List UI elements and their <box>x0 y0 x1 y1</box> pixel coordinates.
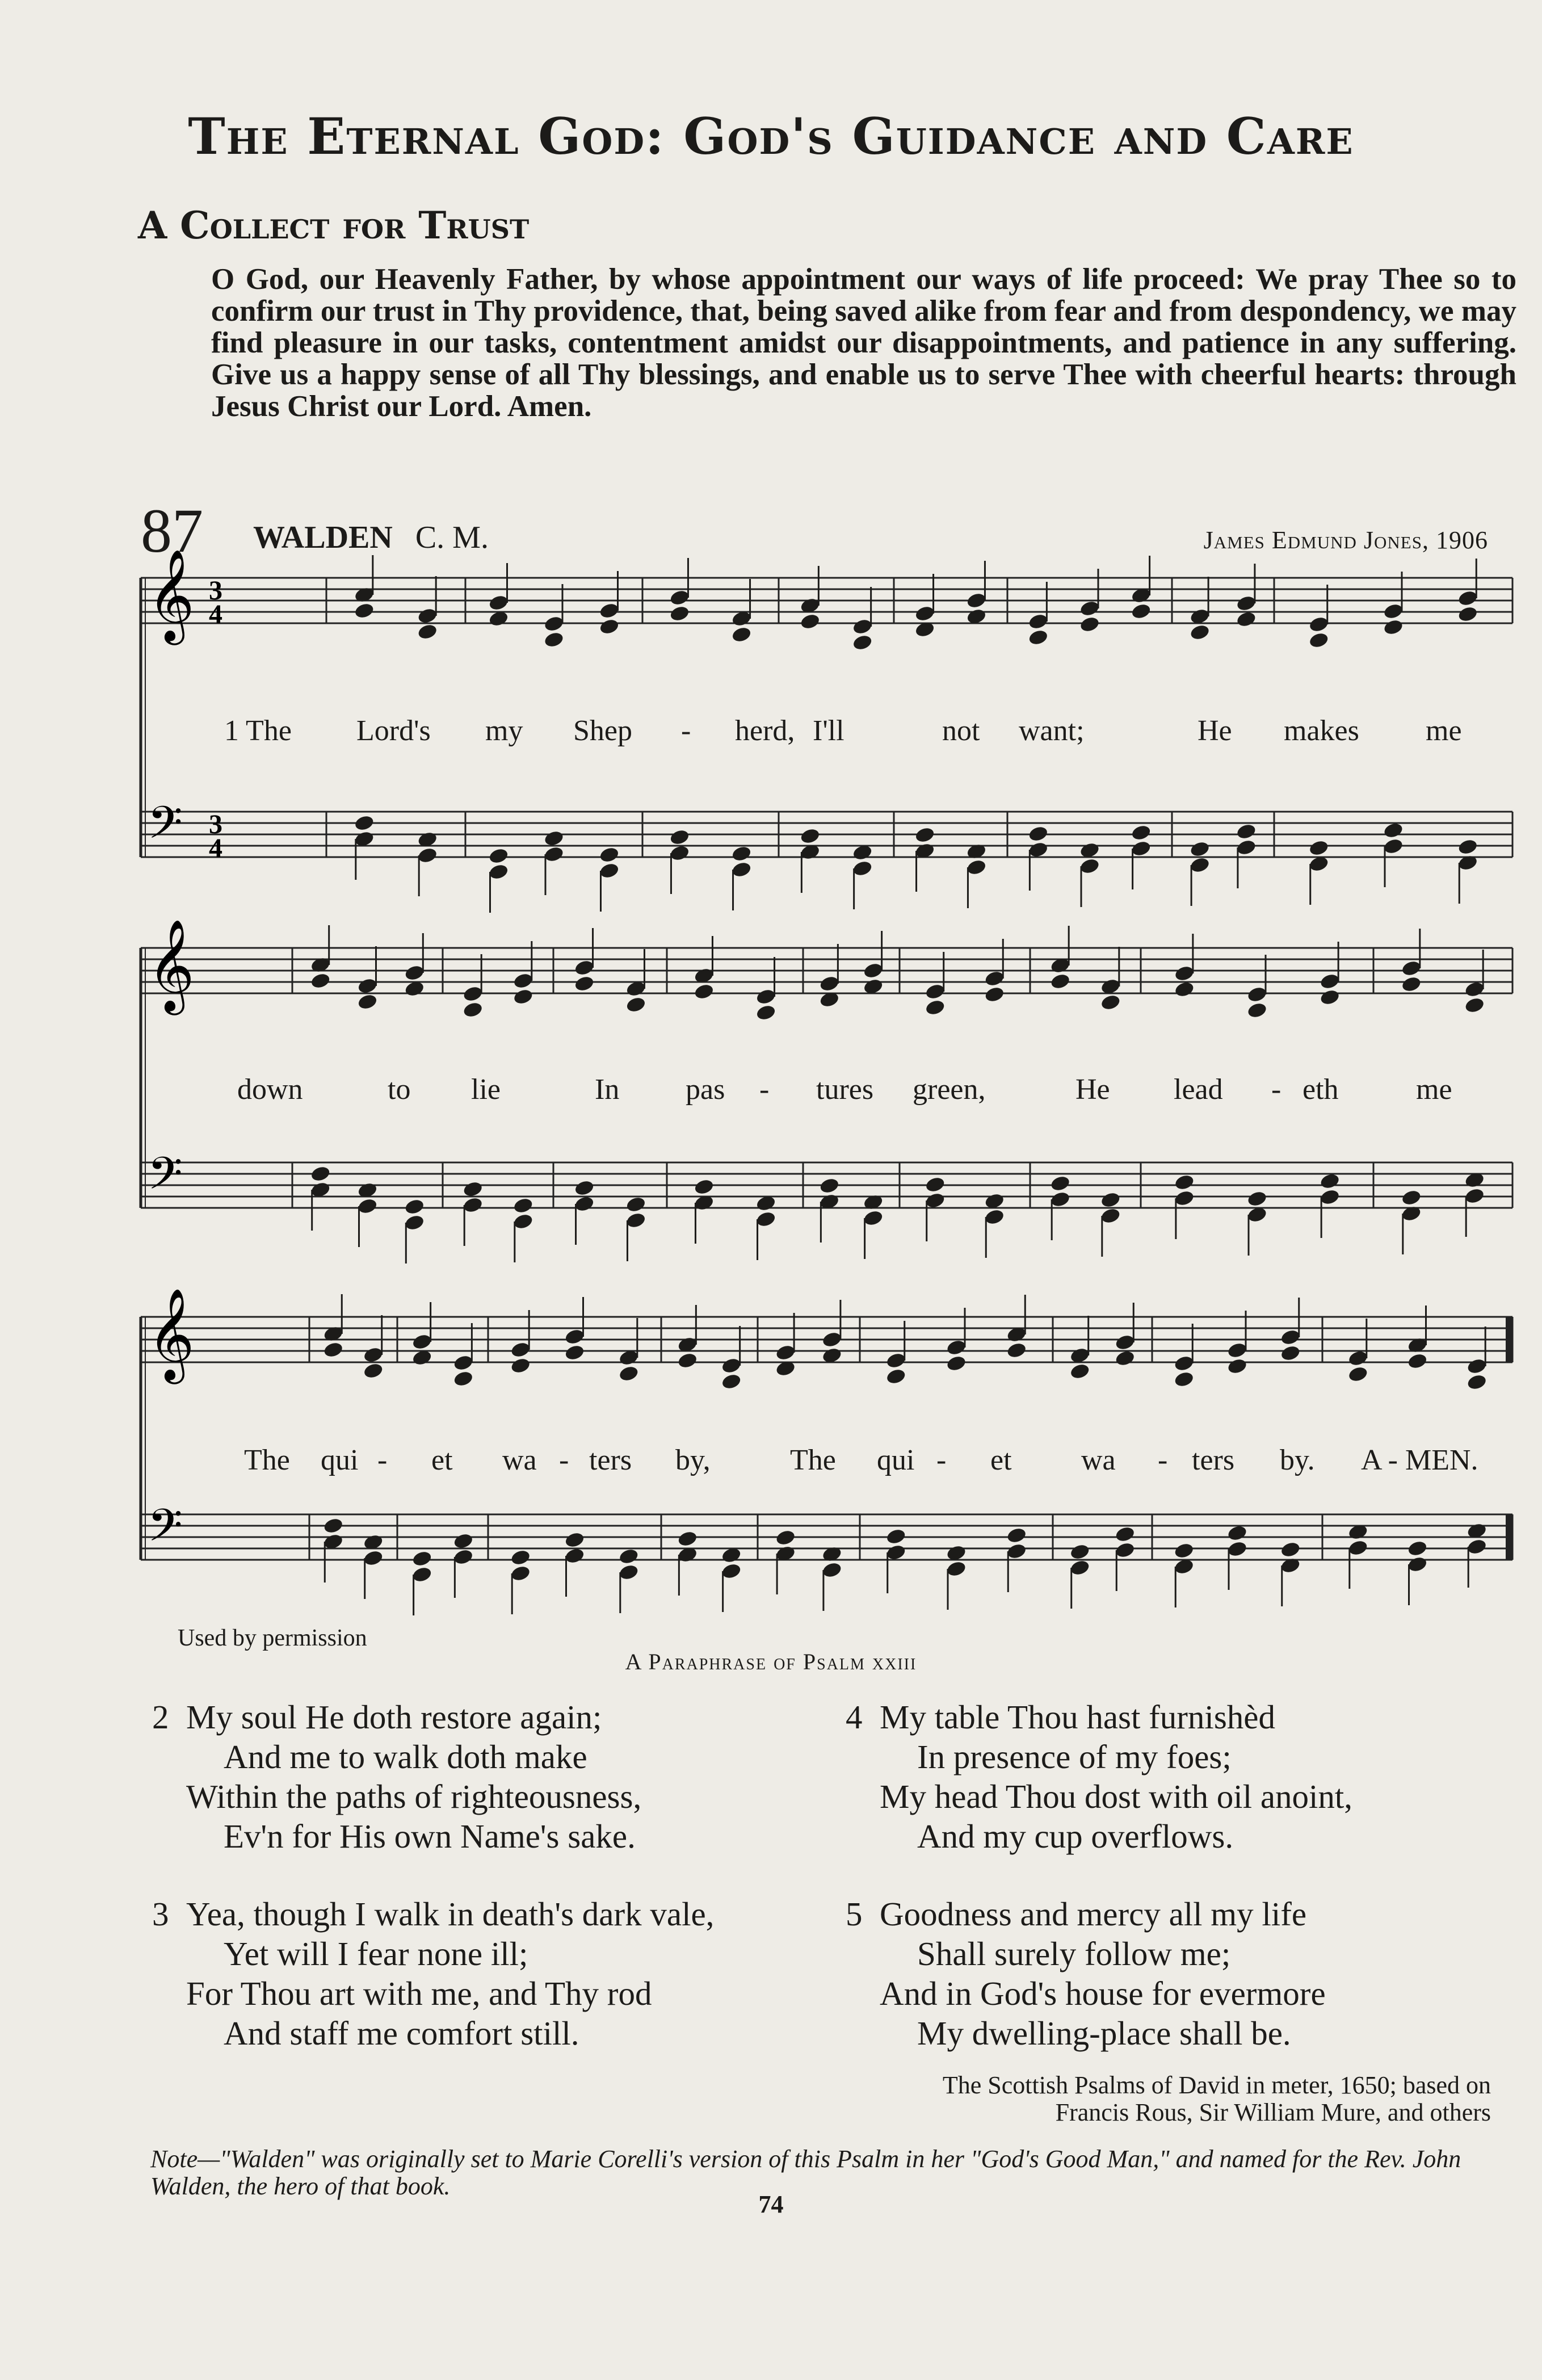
note-head <box>322 1517 344 1535</box>
note-head <box>354 814 375 832</box>
note-head <box>1246 1190 1268 1208</box>
stanza-line: And me to walk doth make <box>224 1738 587 1775</box>
note-head <box>800 612 821 631</box>
note-head <box>925 1176 946 1194</box>
note-head <box>1226 1341 1248 1359</box>
stanza-number: 2 <box>152 1698 169 1736</box>
note-head <box>1174 980 1195 998</box>
stanza-line: My soul He doth restore again; <box>186 1698 602 1736</box>
stanza-line: Yea, though I walk in death's dark vale, <box>186 1895 715 1933</box>
note-head <box>1246 1001 1268 1019</box>
attribution-line-1: The Scottish Psalms of David in meter, 1650; based on <box>942 2071 1491 2099</box>
note-head <box>1466 1373 1488 1391</box>
note-head <box>1079 857 1100 875</box>
footnote: Note—"Walden" was originally set to Marie Corelli's version of this Psalm in her "God's Good Man," and named for the Rev. John Walden, the hero of that book. <box>150 2145 1461 2200</box>
note-head <box>363 1549 384 1567</box>
note-head <box>1049 972 1071 990</box>
note-head <box>885 1367 907 1386</box>
note-head <box>1319 988 1341 1006</box>
note-head <box>618 1563 640 1581</box>
note-head <box>1464 1187 1485 1205</box>
note-head <box>462 1180 484 1198</box>
note-head <box>599 618 620 636</box>
note-head <box>543 845 565 863</box>
note-head <box>1174 964 1195 983</box>
note-head <box>599 862 620 880</box>
stanza-number: 4 <box>846 1698 863 1736</box>
note-head <box>731 861 753 879</box>
note-head <box>721 1562 742 1580</box>
lyric-syllable: et <box>990 1444 1012 1476</box>
treble-clef-icon: 𝄞 <box>148 919 195 1011</box>
note-head <box>1457 605 1478 623</box>
lyric-syllable: - <box>559 1444 569 1476</box>
note-head <box>543 829 565 847</box>
note-head <box>1226 1540 1248 1558</box>
lyric-syllable: - <box>377 1444 388 1476</box>
note-head <box>1319 1188 1341 1206</box>
treble-clef-icon: 𝄞 <box>148 1288 195 1380</box>
stanza-line: And my cup overflows. <box>917 1817 1234 1855</box>
note-head <box>1114 1349 1136 1367</box>
note-head <box>310 1165 331 1183</box>
note-head <box>1457 589 1478 607</box>
note-head <box>1347 1539 1369 1557</box>
note-head <box>564 1547 586 1565</box>
note-head <box>946 1338 967 1357</box>
note-head <box>1319 1172 1341 1190</box>
note-head <box>1401 1189 1422 1207</box>
stanza-line: In presence of my foes; <box>917 1738 1232 1775</box>
lyric-syllable: - <box>681 715 691 747</box>
note-head <box>462 1001 484 1019</box>
note-head <box>914 605 936 623</box>
note-head <box>694 1178 715 1196</box>
lyric-syllable: to <box>388 1073 411 1106</box>
note-head <box>417 846 438 864</box>
lyric-syllable: A - MEN. <box>1361 1444 1478 1476</box>
note-head <box>946 1560 967 1578</box>
note-head <box>411 1565 433 1584</box>
stanza-4 <box>846 1697 1352 1856</box>
note-head <box>677 1530 699 1548</box>
time-sig-bottom: 4 <box>209 833 222 863</box>
note-head <box>1174 1189 1195 1207</box>
stanza-line: Yet will I fear none ill; <box>224 1935 528 1972</box>
lyric-syllable: ters <box>1192 1444 1235 1476</box>
note-head <box>1280 1328 1301 1346</box>
lyric-syllable: me <box>1426 715 1462 747</box>
note-head <box>488 847 510 865</box>
note-head <box>1308 615 1330 633</box>
time-sig-bottom: 4 <box>209 599 222 629</box>
note-head <box>925 983 946 1001</box>
stanza-2 <box>152 1697 641 1856</box>
note-head <box>755 988 777 1006</box>
lyric-syllable: The <box>790 1444 836 1476</box>
note-head <box>914 826 936 844</box>
paraphrase-caption: A Paraphrase of Psalm xxiii <box>625 1649 917 1674</box>
note-head <box>677 1351 699 1370</box>
note-head <box>821 1561 843 1579</box>
note-head <box>510 1341 531 1359</box>
lyric-syllable: Lord's <box>356 715 431 747</box>
note-head <box>357 977 379 995</box>
note-head <box>462 1196 484 1214</box>
note-head <box>1189 840 1211 858</box>
note-head <box>625 996 647 1014</box>
stanza-line: My table Thou hast furnishèd <box>880 1698 1275 1736</box>
collect-title: A Collect for Trust <box>138 203 530 247</box>
note-head <box>1114 1525 1136 1543</box>
note-head <box>1173 1370 1195 1388</box>
note-head <box>599 602 620 620</box>
tune-meter: C. M. <box>415 520 489 555</box>
lyric-syllable: eth <box>1302 1073 1339 1106</box>
note-head <box>1464 980 1485 998</box>
note-head <box>1308 839 1330 857</box>
stanza-line: Within the paths of righteousness, <box>186 1778 642 1815</box>
note-head <box>1466 1357 1488 1375</box>
stanza-line: My dwelling-place shall be. <box>917 2014 1291 2052</box>
lyric-syllable: green, <box>913 1073 986 1106</box>
note-head <box>512 988 534 1006</box>
note-head <box>669 605 691 623</box>
note-head <box>1236 610 1257 628</box>
note-head <box>1401 975 1422 993</box>
note-head <box>1114 1541 1136 1559</box>
lyric-syllable: He <box>1198 715 1232 747</box>
note-head <box>564 1531 586 1549</box>
note-head <box>1006 1526 1027 1544</box>
final-bar <box>1506 1514 1512 1560</box>
note-head <box>543 631 565 649</box>
note-head <box>404 964 426 982</box>
lyric-syllable: et <box>431 1444 453 1476</box>
note-head <box>1189 623 1211 641</box>
lyric-syllable: makes <box>1284 715 1359 747</box>
note-head <box>863 1209 884 1227</box>
note-head <box>721 1372 742 1391</box>
note-head <box>543 615 565 633</box>
note-head <box>1189 856 1211 874</box>
note-head <box>574 1195 595 1213</box>
note-head <box>984 1208 1005 1226</box>
note-head <box>453 1548 474 1566</box>
note-head <box>984 969 1005 988</box>
note-head <box>453 1532 474 1550</box>
note-head <box>1006 1341 1027 1359</box>
note-head <box>1131 824 1152 842</box>
lyric-syllable: herd, <box>735 715 795 747</box>
lyric-syllable: - <box>759 1073 770 1106</box>
lyric-syllable: pas <box>686 1073 725 1106</box>
note-head <box>1100 1191 1121 1209</box>
note-head <box>1028 628 1049 647</box>
note-head <box>1319 972 1341 990</box>
stanza-line: And staff me comfort still. <box>224 2014 579 2052</box>
note-head <box>852 633 873 652</box>
final-bar <box>1506 1317 1512 1362</box>
note-head <box>462 985 484 1003</box>
note-head <box>885 1351 907 1370</box>
lyric-syllable: The <box>244 1444 290 1476</box>
note-head <box>775 1344 796 1362</box>
note-head <box>564 1328 586 1346</box>
note-head <box>404 1198 426 1216</box>
stanza-3 <box>152 1894 714 2053</box>
lyric-syllable: my <box>485 715 523 747</box>
bass-clef-icon: 𝄢 <box>148 1499 183 1563</box>
stanza-line: Goodness and mercy all my life <box>880 1895 1307 1933</box>
note-head <box>1079 599 1100 618</box>
stanza-number: 3 <box>152 1895 169 1933</box>
attribution-line-2: Francis Rous, Sir William Mure, and others <box>1055 2098 1491 2126</box>
note-head <box>1069 1362 1091 1380</box>
note-head <box>618 1365 640 1383</box>
note-head <box>1173 1542 1195 1560</box>
note-head <box>1236 822 1257 841</box>
lyric-syllable: He <box>1075 1073 1110 1106</box>
note-head <box>1079 615 1100 633</box>
tune-title: WALDEN <box>253 520 393 555</box>
note-head <box>1280 1344 1301 1362</box>
lyric-syllable: want; <box>1019 715 1085 747</box>
lyric-syllable: lead <box>1174 1073 1223 1106</box>
note-head <box>510 1357 531 1375</box>
stanza-line: My head Thou dost with oil anoint, <box>880 1778 1353 1815</box>
collect-body: O God, our Heavenly Father, by whose appointment our ways of life proceed: We pray Thee so to confirm our trust in Thy providence, that, being saved alike from fear and from despondency, we may find pleasure in our tasks, contentment amidst our disappointments, and patience in any suffering. Give us a happy sense of all Thy blessings, and enable us to serve Thee with cheerful hearts: through Jesus Christ our Lord. Amen. <box>211 263 1516 423</box>
note-head <box>775 1529 796 1547</box>
note-head <box>755 1004 777 1022</box>
note-head <box>512 972 534 990</box>
note-head <box>984 985 1005 1004</box>
lyric-syllable: In <box>595 1073 620 1106</box>
note-head <box>1347 1349 1369 1367</box>
note-head <box>1347 1365 1369 1383</box>
note-head <box>925 1191 946 1210</box>
note-head <box>404 1214 426 1232</box>
note-head <box>1049 1174 1071 1193</box>
lyric-syllable: tures <box>816 1073 874 1106</box>
note-head <box>966 858 988 876</box>
note-head <box>669 589 691 607</box>
note-head <box>1464 996 1485 1014</box>
bass-clef-icon: 𝄢 <box>148 796 183 860</box>
note-head <box>310 972 331 990</box>
note-head <box>1466 1538 1488 1556</box>
treble-clef-icon: 𝄞 <box>148 549 195 641</box>
note-head <box>599 846 620 864</box>
note-head <box>852 618 873 636</box>
note-head <box>453 1354 474 1372</box>
note-head <box>694 983 715 1001</box>
note-head <box>1028 841 1049 859</box>
composer: James Edmund Jones, 1906 <box>1203 526 1488 554</box>
note-head <box>966 591 988 610</box>
page-number: 74 <box>758 2190 784 2218</box>
note-head <box>819 1177 841 1195</box>
note-head <box>1308 631 1330 649</box>
stanza-line: And in God's house for evermore <box>880 1975 1326 2012</box>
note-head <box>564 1344 586 1362</box>
note-head <box>863 962 884 980</box>
note-head <box>1383 602 1404 620</box>
lyric-syllable: wa <box>1081 1444 1116 1476</box>
note-head <box>821 1330 843 1349</box>
stanza-5 <box>846 1894 1326 2053</box>
note-head <box>1069 1543 1091 1561</box>
note-head <box>512 1212 534 1231</box>
note-head <box>1383 618 1404 636</box>
note-head <box>669 844 691 862</box>
lyric-syllable: qui <box>321 1444 359 1476</box>
note-head <box>852 859 873 878</box>
lyric-syllable: Shep <box>573 715 632 747</box>
stanza-line: Shall surely follow me; <box>917 1935 1231 1972</box>
note-head <box>411 1550 433 1568</box>
note-head <box>731 626 753 644</box>
time-sig-top: 3 <box>209 809 222 839</box>
lyric-syllable: - <box>936 1444 947 1476</box>
bass-clef-icon: 𝄢 <box>148 1147 183 1211</box>
note-head <box>625 1195 647 1214</box>
note-head <box>1049 1190 1071 1208</box>
note-head <box>1226 1524 1248 1542</box>
note-head <box>417 623 438 641</box>
note-head <box>1407 1539 1428 1558</box>
note-head <box>1100 1207 1121 1225</box>
note-head <box>357 993 379 1011</box>
note-head <box>1028 825 1049 843</box>
lyric-syllable: I'll <box>813 715 844 747</box>
lyric-syllable: by. <box>1280 1444 1315 1476</box>
lyric-syllable: - <box>1271 1073 1282 1106</box>
note-head <box>1100 993 1121 1011</box>
note-head <box>1236 838 1257 857</box>
stanza-line: For Thou art with me, and Thy rod <box>186 1975 652 2012</box>
stanza-line: Ev'n for His own Name's sake. <box>224 1817 636 1855</box>
attribution <box>943 2072 1491 2126</box>
lyric-syllable: qui <box>877 1444 915 1476</box>
note-head <box>800 827 821 845</box>
note-head <box>1069 1559 1091 1577</box>
note-head <box>1174 1173 1195 1191</box>
note-head <box>819 975 841 993</box>
note-head <box>510 1564 531 1583</box>
page-title: The Eternal God: God's Guidance and Care <box>188 107 1354 166</box>
time-sig-top: 3 <box>209 576 222 606</box>
note-head <box>1383 837 1404 855</box>
note-head <box>1114 1333 1136 1351</box>
note-head <box>721 1357 742 1375</box>
note-head <box>1401 959 1422 977</box>
hymn-number: 87 <box>141 496 203 565</box>
note-head <box>1407 1352 1428 1370</box>
note-head <box>1131 602 1152 620</box>
note-head <box>1383 821 1404 839</box>
note-head <box>574 1179 595 1197</box>
note-head <box>574 959 595 977</box>
lyric-syllable: not <box>942 715 980 747</box>
note-head <box>1407 1555 1428 1573</box>
lyric-syllable: me <box>1416 1073 1452 1106</box>
note-head <box>488 594 510 612</box>
note-head <box>363 1362 384 1380</box>
note-head <box>885 1543 907 1562</box>
permission-note: Used by permission <box>178 1625 367 1651</box>
lyric-syllable: 1 The <box>224 715 292 747</box>
note-head <box>625 1211 647 1229</box>
note-head <box>512 1197 534 1215</box>
lyric-syllable: by, <box>675 1444 711 1476</box>
note-head <box>946 1354 967 1372</box>
note-head <box>1280 1541 1301 1559</box>
note-head <box>453 1370 474 1388</box>
note-head <box>354 602 375 620</box>
lyric-syllable: down <box>237 1073 303 1106</box>
lyric-syllable: wa <box>502 1444 537 1476</box>
note-head <box>1457 838 1478 856</box>
note-head <box>1246 985 1268 1004</box>
note-head <box>510 1548 531 1567</box>
note-head <box>363 1346 384 1364</box>
note-head <box>417 607 438 625</box>
note-head <box>1006 1542 1027 1560</box>
note-head <box>488 863 510 881</box>
note-head <box>411 1333 433 1351</box>
note-head <box>1131 839 1152 858</box>
note-head <box>731 845 753 863</box>
note-head <box>885 1527 907 1546</box>
lyric-syllable: lie <box>471 1073 501 1106</box>
note-head <box>1226 1357 1248 1375</box>
note-head <box>1236 594 1257 612</box>
note-head <box>618 1547 640 1565</box>
note-head <box>574 975 595 993</box>
note-head <box>925 998 946 1017</box>
note-head <box>669 828 691 846</box>
note-head <box>357 1197 379 1215</box>
stanza-number: 5 <box>846 1895 863 1933</box>
note-head <box>322 1341 344 1359</box>
note-head <box>755 1210 777 1228</box>
note-head <box>1173 1354 1195 1372</box>
note-head <box>1028 612 1049 631</box>
lyric-syllable: - <box>1158 1444 1168 1476</box>
lyric-syllable: ters <box>589 1444 632 1476</box>
